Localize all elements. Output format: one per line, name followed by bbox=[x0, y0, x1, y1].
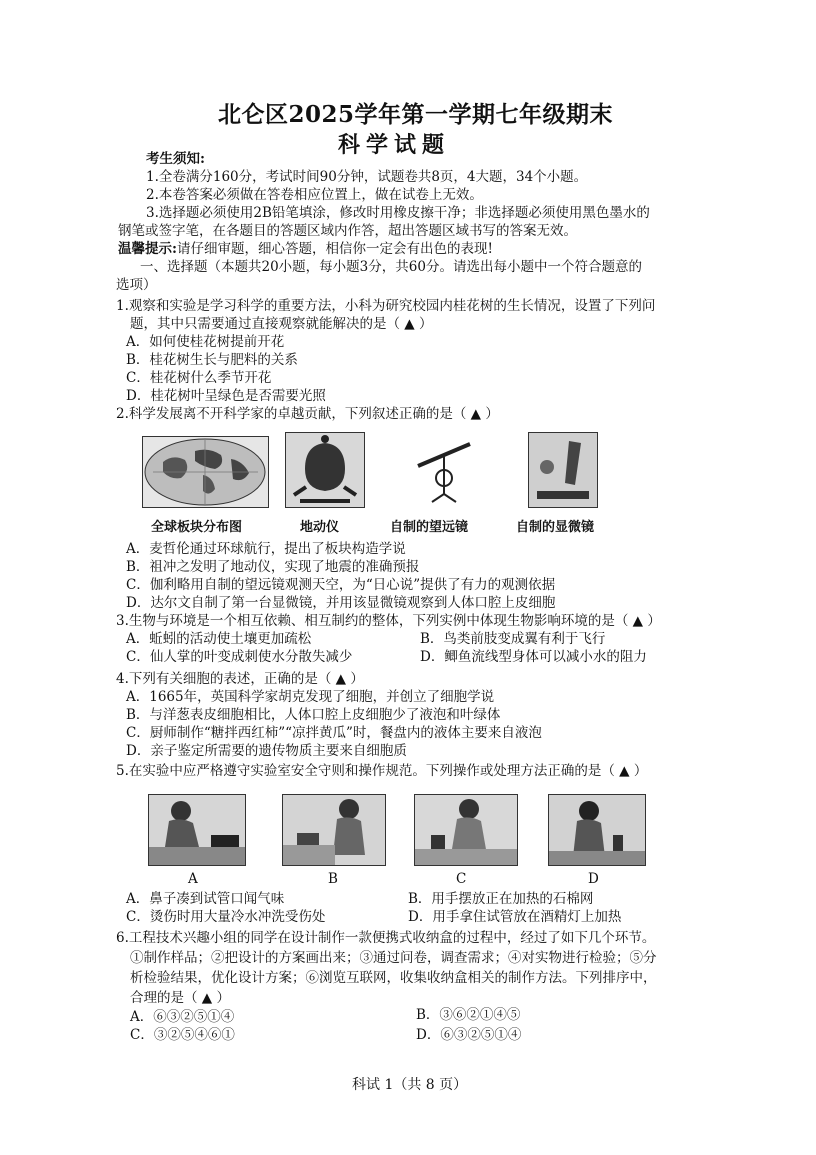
q6-option-d: D．⑥③②⑤①④ bbox=[416, 1027, 522, 1043]
notice-tip-label: 温馨提示: bbox=[118, 241, 177, 257]
q6-stem-line3: 析检验结果，优化设计方案；⑥浏览互联网，收集收纳盒相关的制作方法。下列排序中， bbox=[130, 970, 657, 986]
q2-caption-4: 自制的显微镜 bbox=[516, 520, 595, 535]
q1-stem: 1.观察和实验是学习科学的重要方法，小科为研究校园内桂花树的生长情况，设置了下列问 bbox=[116, 298, 656, 314]
notice-item-3: 3.选择题必须使用2B铅笔填涂，修改时用橡皮擦干净；非选择题必须使用黑色墨水的 bbox=[146, 205, 650, 221]
q1-option-b: B．桂花树生长与肥料的关系 bbox=[126, 352, 298, 368]
q1-option-d: D．桂花树叶呈绿色是否需要光照 bbox=[126, 388, 326, 404]
q6-stem-line4: 合理的是（ ▲ ） bbox=[130, 990, 230, 1006]
q1-option-a: A．如何使桂花树提前开花 bbox=[126, 334, 285, 350]
microscope-image bbox=[528, 432, 598, 508]
q5-stem: 5.在实验中应严格遵守实验室安全守则和操作规范。下列操作或处理方法正确的是（ ▲ ） bbox=[116, 763, 648, 779]
lab-scene-d-image bbox=[548, 794, 646, 866]
section-heading: 一、选择题（本题共20小题，每小题3分，共60分。请选出每小题中一个符合题意的 bbox=[140, 259, 642, 275]
q6-option-b: B．③⑥②①④⑤ bbox=[416, 1007, 521, 1023]
section-heading-cont: 选项） bbox=[116, 277, 157, 293]
q4-stem: 4.下列有关细胞的表述，正确的是（ ▲ ） bbox=[116, 671, 364, 687]
q3-stem: 3.生物与环境是一个相互依赖、相互制约的整体，下列实例中体现生物影响环境的是（ ▲ ） bbox=[116, 613, 661, 629]
seismograph-image bbox=[285, 432, 365, 508]
plate-map-image bbox=[142, 436, 269, 508]
notice-item-4: 钢笔或签字笔，在各题目的答题区域内作答，超出答题区域书写的答案无效。 bbox=[118, 223, 577, 239]
q6-stem-line2: ①制作样品；②把设计的方案画出来；③通过问卷，调查需求；④对实物进行检验；⑤分 bbox=[130, 950, 657, 966]
notice-heading: 考生须知: bbox=[146, 151, 205, 167]
notice-item-2: 2.本卷答案必须做在答卷相应位置上，做在试卷上无效。 bbox=[146, 187, 483, 203]
q2-caption-1: 全球板块分布图 bbox=[151, 520, 243, 535]
q5-label-d: D bbox=[588, 871, 599, 887]
q5-option-a: A．鼻子凑到试管口闻气味 bbox=[126, 891, 285, 907]
q2-caption-2: 地动仪 bbox=[300, 520, 340, 535]
q4-option-d: D．亲子鉴定所需要的遗传物质主要来自细胞质 bbox=[126, 743, 407, 759]
lab-scene-a-image bbox=[148, 794, 246, 866]
q3-option-a: A．蚯蚓的活动使土壤更加疏松 bbox=[126, 631, 312, 647]
q6-option-c: C．③②⑤④⑥① bbox=[130, 1027, 235, 1043]
q5-option-d: D．用手拿住试管放在酒精灯上加热 bbox=[408, 909, 622, 925]
q2-option-d: D．达尔文自制了第一台显微镜，并用该显微镜观察到人体口腔上皮细胞 bbox=[126, 595, 556, 611]
q2-option-b: B．祖冲之发明了地动仪，实现了地震的准确预报 bbox=[126, 559, 420, 575]
q2-caption-3: 自制的望远镜 bbox=[390, 520, 469, 535]
notice-tip bbox=[118, 240, 493, 259]
q5-label-c: C bbox=[456, 871, 467, 887]
q3-option-b: B．鸟类前肢变成翼有利于飞行 bbox=[420, 631, 606, 647]
q2-option-c: C．伽利略用自制的望远镜观测天空，为“日心说”提供了有力的观测依据 bbox=[126, 577, 556, 593]
notice-tip-text: 请仔细审题，细心答题，相信你一定会有出色的表现! bbox=[176, 241, 493, 257]
lab-scene-c-image bbox=[414, 794, 518, 866]
q3-option-c: C．仙人掌的叶变成刺使水分散失减少 bbox=[126, 649, 353, 665]
q5-label-a: A bbox=[188, 871, 198, 887]
q6-stem: 6.工程技术兴趣小组的同学在设计制作一款便携式收纳盒的过程中，经过了如下几个环节。 bbox=[116, 930, 656, 946]
notice-item-1: 1.全卷满分160分，考试时间90分钟，试题卷共8页，4大题，34个小题。 bbox=[146, 169, 588, 185]
page-footer: 科试 1（共 8 页） bbox=[352, 1077, 468, 1093]
q2-option-a: A．麦哲伦通过环球航行，提出了板块构造学说 bbox=[126, 541, 406, 557]
q2-stem: 2.科学发展离不开科学家的卓越贡献，下列叙述正确的是（ ▲ ） bbox=[116, 406, 499, 422]
q4-option-a: A．1665年，英国科学家胡克发现了细胞，并创立了细胞学说 bbox=[126, 689, 495, 705]
q4-option-c: C．厨师制作“糖拌西红柿”“凉拌黄瓜”时，餐盘内的液体主要来自液泡 bbox=[126, 725, 542, 741]
q1-stem-cont: 题，其中只需要通过直接观察就能解决的是（ ▲ ） bbox=[130, 316, 433, 332]
telescope-image bbox=[414, 432, 474, 506]
exam-title: 北仑区2025学年第一学期七年级期末 bbox=[218, 101, 614, 128]
q5-label-b: B bbox=[328, 871, 338, 887]
q4-option-b: B．与洋葱表皮细胞相比，人体口腔上皮细胞少了液泡和叶绿体 bbox=[126, 707, 501, 723]
q3-option-d: D．鲫鱼流线型身体可以减小水的阻力 bbox=[420, 649, 647, 665]
q6-option-a: A．⑥③②⑤①④ bbox=[130, 1009, 235, 1025]
q5-option-c: C．烫伤时用大量冷水冲洗受伤处 bbox=[126, 909, 326, 925]
q1-option-c: C．桂花树什么季节开花 bbox=[126, 370, 272, 386]
exam-subtitle: 科学试题 bbox=[338, 132, 451, 158]
lab-scene-b-image bbox=[282, 794, 386, 866]
q5-option-b: B．用手摆放正在加热的石棉网 bbox=[408, 891, 594, 907]
